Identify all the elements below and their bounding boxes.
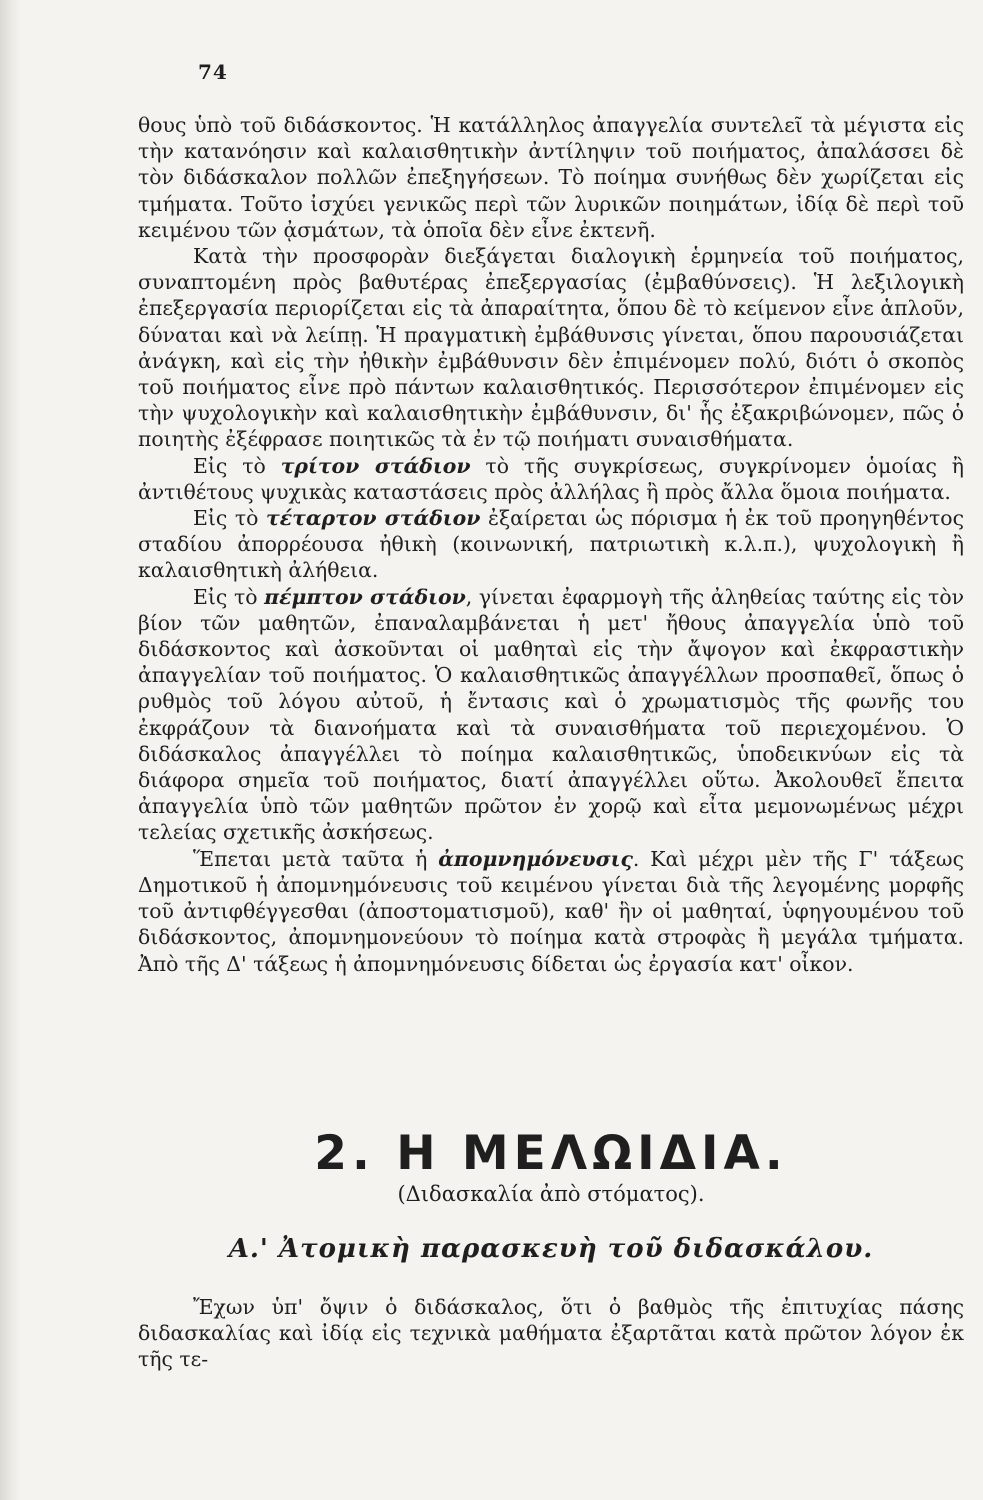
memorization-text: . Καὶ μέχρι μὲν τῆς Γ' τάξεως Δημοτικοῦ ἡ ἀπομνημόνευσις τοῦ κειμένου γίνεται διὰ τῆς λεγομένης μορφῆς τοῦ ἀντιφθέγγεσθαι (ἀποστοματισμοῦ), καθ' ἣν οἱ μαθηταί, ὑφηγουμένου τοῦ διδάσκοντος, ἀπομνημονεύουν τὸ ποίημα κατὰ στροφὰς ἢ μεγάλα τμήματα. Ἀπὸ τῆς Δ' τάξεως ἡ ἀπομνημόνευσις δίδεται ὡς ἐργασία κατ' οἶκον. [138, 846, 964, 976]
paragraph-final: Ἔχων ὑπ' ὄψιν ὁ διδάσκαλος, ὅτι ὁ βαθμὸς τῆς ἐπιτυχίας πάσης διδασκαλίας καὶ ἰδίᾳ εἰς τεχνικὰ μαθήματα ἐξαρτᾶται κατὰ πρῶτον λόγον ἐκ τῆς τε- [138, 1295, 964, 1372]
stage-four-text: ἐξαίρεται ὡς πόρισμα ἡ ἐκ τοῦ προηγηθέντος σταδίου ἀπορρέουσα ἠθικὴ (κοινωνική, πατριωτικὴ κ.λ.π.), ψυχολογικὴ ἢ καλαισθητικὴ ἀλήθεια. [138, 506, 964, 583]
stage-five-term: πέμπτον στάδιον [264, 584, 466, 609]
stage-four-intro: Εἰς τὸ [193, 506, 267, 531]
sub-heading: Α.' Ἀτομικὴ παρασκευὴ τοῦ διδασκάλου. [228, 1234, 874, 1264]
stage-three-term: τρίτον στάδιον [280, 453, 471, 478]
paragraph-stage-five [138, 584, 964, 846]
paragraph-stage-three [138, 453, 964, 505]
stage-three-intro: Εἰς τὸ [193, 453, 281, 478]
stage-five-intro: Εἰς τὸ [193, 584, 265, 609]
stage-five-text: , γίνεται ἐφαρμογὴ τῆς ἀληθείας ταύτης εἰς τὸν βίον τῶν μαθητῶν, ἐπαναλαμβάνεται ἡ μετ' ἤθους ἀπαγγελία ὑπὸ τοῦ διδάσκοντος καὶ ἀσκοῦνται οἱ μαθηταὶ εἰς τὴν ἄψογον καὶ ἐκφραστικὴν ἀπαγγελίαν τοῦ ποιήματος. Ὁ καλαισθητικῶς ἀπαγγέλλων προσπαθεῖ, ὅπως ὁ ρυθμὸς τοῦ λόγου αὐτοῦ, ἡ ἔντασις καὶ ὁ χρωματισμὸς τῆς φωνῆς του ἐκφράζουν τὰ διανοήματα καὶ τὰ συναισθήματα τοῦ περιεχομένου. Ὁ διδάσκαλος ἀπαγγέλλει τὸ ποίημα καλαισθητικῶς, ὑποδεικνύων εἰς τὰ διάφορα σημεῖα τοῦ ποιήματος, διατί ἀπαγγέλλει οὕτω. Ἀκολουθεῖ ἔπειτα ἀπαγγελία ὑπὸ τῶν μαθητῶν πρῶτον ἐν χορῷ καὶ εἶτα μεμονωμένως μέχρι τελείας σχετικῆς ἀσκήσεως. [138, 584, 964, 845]
memorization-intro: Ἕπεται μετὰ ταῦτα ἡ [193, 846, 439, 871]
paragraph-stage-four [138, 505, 964, 584]
stage-three-text: τὸ τῆς συγκρίσεως, συγκρίνομεν ὁμοίας ἢ ἀντιθέτους ψυχικὰς καταστάσεις πρὸς ἀλλήλας ἢ πρὸς ἄλλα ὅμοια ποιήματα. [138, 453, 964, 504]
section-title: 2. Η ΜΕΛΩΙΔΙΑ. [314, 1126, 788, 1181]
paragraph-interpretation: Κατὰ τὴν προσφορὰν διεξάγεται διαλογικὴ ἑρμηνεία τοῦ ποιήματος, συναπτομένη πρὸς βαθυτέρας ἐπεξεργασίας (ἐμβαθύνσεις). Ἡ λεξιλογικὴ ἐπεξεργασία περιορίζεται εἰς τὰ ἀπαραίτητα, ὅπου δὲ τὸ κείμενον εἶνε ἁπλοῦν, δύναται καὶ νὰ λείπῃ. Ἡ πραγματικὴ ἐμβάθυνσις γίνεται, ὅπου παρουσιάζεται ἀνάγκη, καὶ εἰς τὴν ἠθικὴν ἐμβάθυνσιν δὲν ἐπιμένομεν πολύ, διότι ὁ σκοπὸς τοῦ ποιήματος εἶνε πρὸ πάντων καλαισθητικός. Περισσότερον ἐπιμένομεν εἰς τὴν ψυχολογικὴν καὶ καλαισθητικὴν ἐμβάθυνσιν, δι' ἧς ἐξακριβώνομεν, πῶς ὁ ποιητὴς ἐξέφρασε ποιητικῶς τὰ ἐν τῷ ποιήματι συναισθήματα. [138, 244, 964, 452]
stage-four-term: τέταρτον στάδιον [266, 506, 481, 531]
page-number: 74 [198, 60, 228, 84]
body-text-bottom [138, 1294, 964, 1373]
paragraph-recitation: θους ὑπὸ τοῦ διδάσκοντος. Ἡ κατάλληλος ἀπαγγελία συντελεῖ τὰ μέγιστα εἰς τὴν κατανόησιν καὶ καλαισθητικὴν ἀντίληψιν τοῦ ποιήματος, ἀπαλάσσει δὲ τὸν διδάσκαλον πολλῶν ἐπεξηγήσεων. Τὸ ποίημα συνήθως δὲν χωρίζεται εἰς τμήματα. Τοῦτο ἰσχύει γενικῶς περὶ τῶν λυρικῶν ποιημάτων, ἰδίᾳ δὲ περὶ τοῦ κειμένου τῶν ᾀσμάτων, τὰ ὁποῖα δὲν εἶνε ἐκτενῆ. [138, 113, 964, 242]
section-subtitle: (Διδασκαλία ἀπὸ στόματος). [397, 1182, 705, 1206]
paragraph-memorization [138, 846, 964, 977]
binding-edge [0, 0, 20, 1500]
body-text-top [138, 112, 964, 977]
memorization-term: ἀπομνημόνευσις [438, 846, 633, 871]
